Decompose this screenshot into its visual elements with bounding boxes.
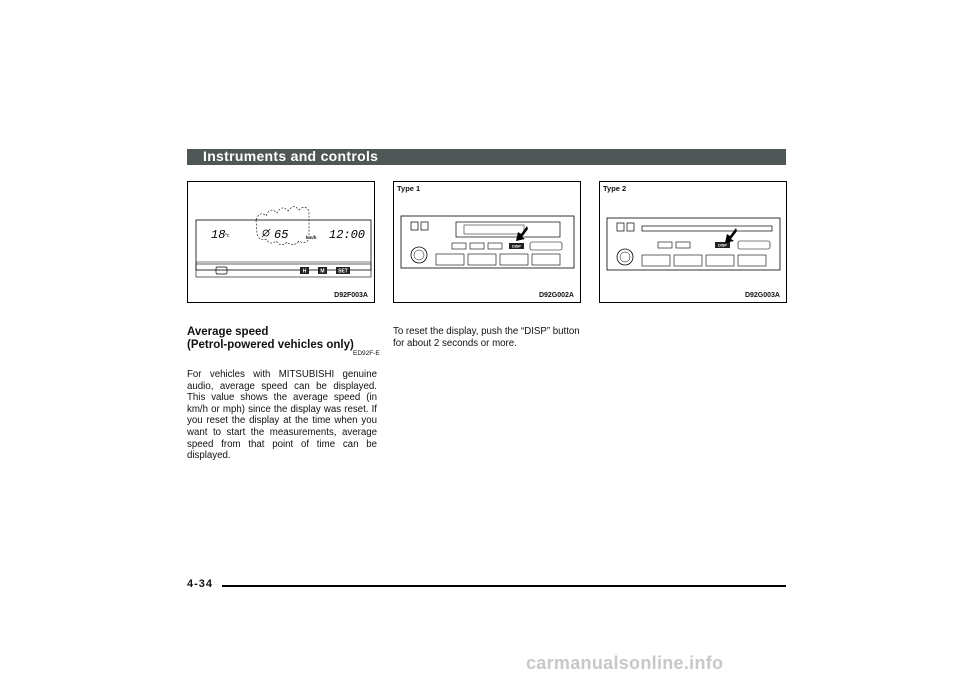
disp-button-label: DISP — [718, 243, 727, 248]
figure-type-label: Type 2 — [603, 184, 627, 193]
display-illustration — [188, 182, 376, 304]
section-title — [187, 326, 354, 352]
section-code: ED92F-E — [353, 350, 380, 357]
display-speed-digits: 65 — [274, 228, 289, 242]
section-paragraph: For vehicles with MITSUBISHI genuine audio, average speed can be displayed. This value shows the average speed (in km/h or mph) since the display was reset. If you reset the display at the time when you want to start the measurements, average speed from that point of time can be displayed. — [187, 369, 377, 462]
disp-button-label: DISP — [512, 244, 521, 249]
arrow-icon — [516, 226, 528, 241]
button-set-label: SET — [338, 268, 348, 275]
figure-audio-type1 — [393, 181, 581, 303]
watermark: carmanualsonline.info — [526, 653, 724, 673]
audio-type2-illustration — [600, 182, 788, 304]
page-header-title: Instruments and controls — [203, 148, 379, 164]
arrow-icon — [725, 228, 737, 243]
footer-rule — [222, 585, 786, 587]
reset-instruction: To reset the display, push the “DISP” button for about 2 seconds or more. — [393, 326, 580, 349]
figure-type-label: Type 1 — [397, 184, 421, 193]
svg-text:°c: °c — [225, 233, 230, 239]
audio-type1-illustration — [394, 182, 582, 304]
figure-audio-type2 — [599, 181, 787, 303]
figure-code: D92F003A — [334, 292, 368, 299]
display-units: km/h — [306, 235, 317, 240]
display-temp-digits: 18 — [211, 228, 226, 242]
button-m-label: M — [320, 268, 325, 275]
button-h-label: H — [302, 268, 307, 275]
figure-code: D92G003A — [744, 292, 780, 299]
section-title-line1: Average speed — [187, 326, 269, 338]
section-title-line2: (Petrol-powered vehicles only) — [187, 339, 354, 351]
display-clock-digits: 12:00 — [329, 228, 366, 242]
figure-code: D92G002A — [538, 292, 574, 299]
page-number: 4-34 — [187, 578, 214, 590]
figure-display — [187, 181, 375, 303]
